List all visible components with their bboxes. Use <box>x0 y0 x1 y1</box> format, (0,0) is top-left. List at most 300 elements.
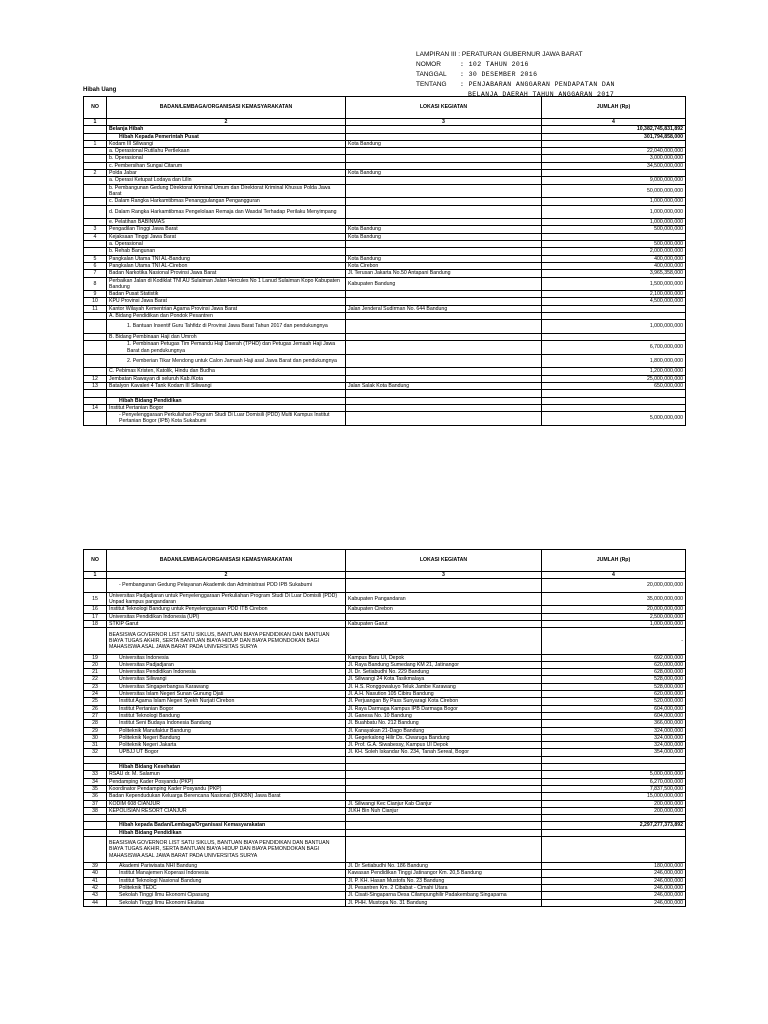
table-row <box>84 404 686 411</box>
row-number: 33 <box>84 771 107 778</box>
row-amount: 5,000,000,000 <box>542 412 686 426</box>
row-amount: 50,000,000,000 <box>542 184 686 198</box>
table-row <box>84 778 686 785</box>
row-number <box>84 313 107 320</box>
row-location: Jalan Salak Kota Bandung <box>346 382 542 389</box>
row-location: Jl.KH Bin Nuh Cianjur <box>346 807 542 814</box>
row-location <box>346 313 542 320</box>
row-amount <box>542 829 686 836</box>
row-number <box>84 148 107 155</box>
row-name: Pendamping Kader Posyandu (PKP) <box>107 778 346 785</box>
row-location <box>346 219 542 226</box>
row-number: 20 <box>84 661 107 668</box>
table-row <box>84 219 686 226</box>
row-amount: 20,000,000,000 <box>542 606 686 613</box>
row-number: 36 <box>84 793 107 800</box>
row-number <box>84 198 107 205</box>
row-amount: 520,000,000 <box>542 698 686 705</box>
row-amount: 10,382,745,831,892 <box>542 126 686 133</box>
table-row <box>84 126 686 133</box>
row-number: 35 <box>84 785 107 792</box>
row-name: Pangkalan Utama TNI AL-Bandung <box>107 255 346 262</box>
table-row <box>84 320 686 334</box>
row-name: Institut Teknologi Bandung <box>107 712 346 719</box>
row-number <box>84 397 107 404</box>
row-location <box>346 341 542 355</box>
column-number-row <box>84 572 686 579</box>
row-location: Jl. Dr Setiabudhi No. 186 Bandung <box>346 863 542 870</box>
row-location <box>346 177 542 184</box>
table-row <box>84 233 686 240</box>
row-amount: 1,000,000,000 <box>542 219 686 226</box>
table-row <box>84 691 686 698</box>
row-name: 1. Pembinaan Petugas Tim Pemandu Haji Daerah (TPHD) dan Petugas Jemaah Haji Jawa Barat dan pendukungnya <box>107 341 346 355</box>
table-row <box>84 870 686 877</box>
row-name: C. Pebimas Kristen, Katolik, Hindu dan Budha <box>107 368 346 375</box>
regulation-header <box>416 50 615 100</box>
row-location: Jl. Pesantren Km. 2 Cibabat - Cimahi Utara <box>346 885 542 892</box>
row-amount <box>542 233 686 240</box>
row-location <box>346 829 542 836</box>
row-amount: 2,000,000,000 <box>542 248 686 255</box>
row-number: 27 <box>84 712 107 719</box>
table-row <box>84 140 686 147</box>
row-name: Universitas Indonesia <box>107 654 346 661</box>
row-name: Kejaksaan Tinggi Jawa Barat <box>107 233 346 240</box>
table-row <box>84 734 686 741</box>
row-location <box>346 778 542 785</box>
row-name: Universitas Siliwangi <box>107 676 346 683</box>
header-tanggal-value: : 30 DESEMBER 2016 <box>460 71 538 78</box>
col-header-no: NO <box>84 550 107 572</box>
table-row <box>84 354 686 368</box>
row-number: 8 <box>84 277 107 291</box>
row-location: Kabupaten Garut <box>346 621 542 628</box>
row-name: Sekolah Tinggi Ilmu Ekonomi Ekuitas <box>107 899 346 906</box>
row-name: Institut Teknologi Nasional Bandung <box>107 877 346 884</box>
row-amount: 35,000,000,000 <box>542 592 686 606</box>
table-header-row <box>84 550 686 572</box>
table-row <box>84 579 686 593</box>
table-row <box>84 785 686 792</box>
row-amount: 354,000,000 <box>542 749 686 756</box>
header-tentang-label: TENTANG <box>416 81 447 88</box>
row-amount: 246,000,000 <box>542 870 686 877</box>
row-location: Jl. A.H. Nasution 105 Cibiru Bandung <box>346 691 542 698</box>
table-row <box>84 155 686 162</box>
row-amount <box>542 756 686 763</box>
row-location: Kota Bandung <box>346 233 542 240</box>
row-number: 30 <box>84 734 107 741</box>
row-amount: 246,000,000 <box>542 899 686 906</box>
row-location: Kampus Baru UI, Depok <box>346 654 542 661</box>
table-row <box>84 341 686 355</box>
row-number <box>84 756 107 763</box>
row-name: 1. Bantuan Insentif Guru Tahfidz di Provinsi Jawa Barat Tahun 2017 dan pendukungnya <box>107 320 346 334</box>
row-name: Kantor Wilayah Kementrian Agama Provinsi Jawa Barat <box>107 305 346 312</box>
column-number-row <box>84 119 686 126</box>
row-number: 9 <box>84 291 107 298</box>
row-location: Jl. Terusan Jakarta No.50 Antapani Bandung <box>346 270 542 277</box>
row-location <box>346 613 542 620</box>
row-name: Badan Narkotika Nasional Provinsi Jawa Barat <box>107 270 346 277</box>
row-name: Universitas Padjadjaran untuk Penyelenggaraan Perkuliahan Program Studi Di Luar Domisili (PDD) Unpad kampus pangandaran <box>107 592 346 606</box>
row-location: Kota Cirebon <box>346 262 542 269</box>
row-number <box>84 822 107 829</box>
table-row <box>84 382 686 389</box>
row-location <box>346 390 542 397</box>
row-location <box>346 241 542 248</box>
row-location: Kota Bandung <box>346 170 542 177</box>
row-location <box>346 354 542 368</box>
header-tentang-value-2: BELANJA DAERAH TAHUN ANGGARAN 2017 <box>468 91 615 98</box>
row-location <box>346 155 542 162</box>
row-amount: 1,200,000,000 <box>542 368 686 375</box>
table-row <box>84 705 686 712</box>
row-location: Jl. Dr. Setiabudhi No. 229 Bandung <box>346 669 542 676</box>
table-row <box>84 771 686 778</box>
table-row <box>84 133 686 140</box>
row-number: 5 <box>84 255 107 262</box>
header-tanggal-label: TANGGAL <box>416 71 447 78</box>
row-name: - Pembangunan Gedung Pelayanan Akademik dan Administrasi PDD IPB Sukabumi <box>107 579 346 593</box>
col-number: 2 <box>107 119 346 126</box>
row-location <box>346 291 542 298</box>
row-amount: 6,700,000,000 <box>542 341 686 355</box>
row-name: Universitas Pendidikan Indonesia (UPI) <box>107 613 346 620</box>
row-amount <box>542 397 686 404</box>
row-number <box>84 341 107 355</box>
spacer-row <box>84 815 686 822</box>
row-name: Universitas Singaperbangsa Karawang <box>107 683 346 690</box>
row-number <box>84 836 107 862</box>
row-amount: 246,000,000 <box>542 885 686 892</box>
row-location: Jl. KH. Soleh Iskandar No. 234, Tanah Sereal, Bogor <box>346 749 542 756</box>
col-number: 3 <box>346 572 542 579</box>
row-number: 24 <box>84 691 107 698</box>
table-row <box>84 397 686 404</box>
row-location <box>346 756 542 763</box>
row-name: Batalyon Kavaleri 4 Tank Kodam III Siliwangi <box>107 382 346 389</box>
table-row <box>84 764 686 771</box>
row-number <box>84 764 107 771</box>
row-name: Institut Pertanian Bogor <box>107 404 346 411</box>
table-row <box>84 676 686 683</box>
row-name: 2. Pemberian Tikar Mendong untuk Calon Jamaah Haji asal Jawa Barat dan pendukungnya <box>107 354 346 368</box>
row-name <box>107 815 346 822</box>
row-number: 21 <box>84 669 107 676</box>
row-amount: 650,000,000 <box>542 382 686 389</box>
row-amount: 620,000,000 <box>542 661 686 668</box>
row-number: 42 <box>84 885 107 892</box>
row-amount: 180,000,000 <box>542 863 686 870</box>
table-row <box>84 863 686 870</box>
row-amount: 15,000,000,000 <box>542 793 686 800</box>
table-row <box>84 177 686 184</box>
row-name: Hibah Bidang Kesehatan <box>107 764 346 771</box>
row-number: 37 <box>84 800 107 807</box>
table-row <box>84 836 686 862</box>
table-row <box>84 742 686 749</box>
table-row <box>84 255 686 262</box>
row-name: Pangkalan Utama TNI AL-Cirebon <box>107 262 346 269</box>
row-number: 13 <box>84 382 107 389</box>
table-row <box>84 262 686 269</box>
row-number <box>84 320 107 334</box>
row-name: c. Dalam Rangka Harkamtibmas Penanggulangan Pengangguran <box>107 198 346 205</box>
row-location: Jl. PHH. Mustopa No. 31 Bandung <box>346 899 542 906</box>
row-name: Pengadilan Tinggi Jawa Barat <box>107 226 346 233</box>
row-number: 2 <box>84 170 107 177</box>
row-number: 1 <box>84 140 107 147</box>
row-number: 23 <box>84 683 107 690</box>
row-location: Jl. Kanayakan 21-Dago Bandung <box>346 727 542 734</box>
row-amount: 500,000,000 <box>542 241 686 248</box>
row-location <box>346 836 542 862</box>
table-row <box>84 606 686 613</box>
table-row <box>84 899 686 906</box>
row-number <box>84 390 107 397</box>
row-number: 7 <box>84 270 107 277</box>
spacer-row <box>84 756 686 763</box>
row-location <box>346 397 542 404</box>
row-location <box>346 404 542 411</box>
row-name: RSAU dr. M. Salamun <box>107 771 346 778</box>
row-number: 4 <box>84 233 107 240</box>
row-location: Kota Bandung <box>346 140 542 147</box>
row-name: Hibah Bidang Pendidikan <box>107 829 346 836</box>
row-location: Jl. Gegerkalong Hilir Ds. Ciwaruga Bandung <box>346 734 542 741</box>
row-amount: 366,000,000 <box>542 720 686 727</box>
row-name: Hibah Kepada Pemerintah Pusat <box>107 133 346 140</box>
row-location: Jl. Siliwangi Kec Cianjur Kab Cianjur <box>346 800 542 807</box>
row-name: Badan Pusat Statistik <box>107 291 346 298</box>
row-number <box>84 184 107 198</box>
row-name: KODIM 608 CIANJUR <box>107 800 346 807</box>
table-row <box>84 727 686 734</box>
row-amount <box>542 815 686 822</box>
col-header-name: BADAN/LEMBAGA/ORGANISASI KEMASYARAKATAN <box>107 550 346 572</box>
row-amount: 5,000,000,000 <box>542 771 686 778</box>
table-row <box>84 661 686 668</box>
row-amount: 246,000,000 <box>542 877 686 884</box>
row-amount <box>542 140 686 147</box>
row-number <box>84 241 107 248</box>
table-row <box>84 313 686 320</box>
row-location <box>346 793 542 800</box>
row-amount: 628,000,000 <box>542 669 686 676</box>
row-number <box>84 126 107 133</box>
row-amount: 1,000,000,000 <box>542 621 686 628</box>
table-row <box>84 807 686 814</box>
table-row <box>84 892 686 899</box>
row-number: 17 <box>84 613 107 620</box>
row-location <box>346 764 542 771</box>
row-name: e. Pelatihan BABINMAS <box>107 219 346 226</box>
table-row <box>84 683 686 690</box>
table-row <box>84 621 686 628</box>
row-number <box>84 368 107 375</box>
col-header-location: LOKASI KEGIATAN <box>346 550 542 572</box>
table-row <box>84 749 686 756</box>
col-number: 2 <box>107 572 346 579</box>
row-name: Politeknik Negeri Bandung <box>107 734 346 741</box>
col-number: 3 <box>346 119 542 126</box>
row-amount: 1,800,000,000 <box>542 354 686 368</box>
table-row <box>84 277 686 291</box>
row-number: 11 <box>84 305 107 312</box>
col-number: 1 <box>84 572 107 579</box>
row-amount: 1,000,000,000 <box>542 205 686 219</box>
table-row <box>84 198 686 205</box>
row-number: 6 <box>84 262 107 269</box>
row-name: a. Operasi Ketupat Lodaya dan Lilin <box>107 177 346 184</box>
table-row <box>84 628 686 654</box>
row-name: B. Bidang Pembinaan Haji dan Umroh <box>107 333 346 340</box>
col-header-no: NO <box>84 97 107 119</box>
header-nomor-label: NOMOR <box>416 61 441 68</box>
row-amount: 620,000,000 <box>542 691 686 698</box>
table-row <box>84 669 686 676</box>
row-location <box>346 320 542 334</box>
row-name: - Penyelenggaraan Perkuliahan Program Studi Di Luar Domisili (PDD) Multi Kampus Institut Pertanian Bogor (IPB) Kota Sukabumi <box>107 412 346 426</box>
table-row <box>84 720 686 727</box>
row-amount: 2,100,000,000 <box>542 291 686 298</box>
row-amount: 692,000,000 <box>542 654 686 661</box>
row-number <box>84 333 107 340</box>
row-amount: 1,000,000,000 <box>542 320 686 334</box>
table-row <box>84 333 686 340</box>
row-name: Perbaikan Jalan di Kodiklat TNI AU Sulaiman Jalan Hercules No 1 Lanud Sulaiman Kopo Kabupaten Bandung <box>107 277 346 291</box>
row-location <box>346 184 542 198</box>
table-row <box>84 162 686 169</box>
row-amount: 25,000,000,000 <box>542 375 686 382</box>
row-name: BEASISWA GOVERNOR LIST SATU SIKLUS, BANTUAN BIAYA PENDIDIKAN DAN BANTUAN BIAYA TUGAS AKHIR, SERTA BANTUAN BIAYA HIDUP DAN BIAYA PEMONDOKAN BAGI MAHASISWA ASAL JAWA BARAT PADA UNIVERSITAS SURYA <box>107 628 346 654</box>
row-location <box>346 248 542 255</box>
row-amount <box>542 390 686 397</box>
table-row <box>84 613 686 620</box>
row-location: Jl. Cisati-Singaparna Desa Cilampunghilir Padakembang Singaparna <box>346 892 542 899</box>
row-name: Politeknik Negeri Jakarta <box>107 742 346 749</box>
table-row <box>84 654 686 661</box>
row-number: 10 <box>84 298 107 305</box>
row-amount: 324,000,000 <box>542 727 686 734</box>
row-amount: 200,000,000 <box>542 800 686 807</box>
row-number <box>84 579 107 593</box>
row-name: Belanja Hibah <box>107 126 346 133</box>
row-amount: 200,000,000 <box>542 807 686 814</box>
row-number <box>84 412 107 426</box>
row-location <box>346 375 542 382</box>
table-row <box>84 592 686 606</box>
row-amount: 3,965,358,000 <box>542 270 686 277</box>
table-row <box>84 412 686 426</box>
row-location <box>346 785 542 792</box>
row-amount: 324,000,000 <box>542 734 686 741</box>
col-number: 4 <box>542 572 686 579</box>
row-location <box>346 822 542 829</box>
row-number: 40 <box>84 870 107 877</box>
row-amount: 301,794,858,000 <box>542 133 686 140</box>
row-location: Jl. Buahbatu No. 212 Bandung <box>346 720 542 727</box>
hibah-table-2 <box>83 549 686 907</box>
row-amount: 1,500,000,000 <box>542 277 686 291</box>
header-tentang-value: : PENJABARAN ANGGARAN PENDAPATAN DAN <box>460 81 615 88</box>
header-line-lampiran: LAMPIRAN III : PERATURAN GUBERNUR JAWA BARAT <box>416 51 583 58</box>
row-location: Kabupaten Bandung <box>346 277 542 291</box>
row-location: Jl. P. KH. Hasan Mustofa No. 23 Bandung <box>346 877 542 884</box>
row-number <box>84 133 107 140</box>
row-number: 25 <box>84 698 107 705</box>
row-amount <box>542 404 686 411</box>
row-location: Kabupaten Pangandaran <box>346 592 542 606</box>
row-location <box>346 148 542 155</box>
col-header-amount: JUMLAH (Rp) <box>542 550 686 572</box>
row-number: 39 <box>84 863 107 870</box>
row-location: Kabupaten Cirebon <box>346 606 542 613</box>
row-amount: 2,500,000,000 <box>542 613 686 620</box>
table-row <box>84 205 686 219</box>
row-name: c. Pembersihan Sungai Citarum <box>107 162 346 169</box>
row-number: 38 <box>84 807 107 814</box>
row-location <box>346 333 542 340</box>
table-row <box>84 793 686 800</box>
hibah-table-1 <box>83 96 686 426</box>
row-location: Jl. Raya Darmaga Kampus IPB Darmaga Bogor <box>346 705 542 712</box>
row-name: A. Bidang Pendidikan dan Pondok Pesantren <box>107 313 346 320</box>
row-name: UPBJJ UT Bogor <box>107 749 346 756</box>
row-name: b. Pembangunan Gedung Direktorat Kriminal Umum dan Direktorat Kriminal Khusus Polda Jawa Barat <box>107 184 346 198</box>
row-amount: 4,500,000,000 <box>542 298 686 305</box>
row-location: Kawasan Pendidikan Tinggi Jatinangor Km. 20,5 Bandung <box>346 870 542 877</box>
row-name: STKIP Garut <box>107 621 346 628</box>
row-number <box>84 177 107 184</box>
row-location <box>346 412 542 426</box>
row-amount: 3,000,000,000 <box>542 155 686 162</box>
row-location: Kota Bandung <box>346 255 542 262</box>
row-location: Jl. Perjuangan By Pass Sunyaragi Kota Cirebon <box>346 698 542 705</box>
col-number: 4 <box>542 119 686 126</box>
row-name: Koordinator Pendamping Kader Posyandu (PKP) <box>107 785 346 792</box>
row-amount <box>542 333 686 340</box>
row-number <box>84 155 107 162</box>
row-number: 34 <box>84 778 107 785</box>
row-number: 28 <box>84 720 107 727</box>
row-number <box>84 628 107 654</box>
row-amount: 528,000,000 <box>542 676 686 683</box>
col-header-name: BADAN/LEMBAGA/ORGANISASI KEMASYARAKATAN <box>107 97 346 119</box>
row-number: 43 <box>84 892 107 899</box>
row-amount: 604,000,000 <box>542 712 686 719</box>
row-name: KPU Provinsi Jawa Barat <box>107 298 346 305</box>
row-amount: 22,040,000,000 <box>542 148 686 155</box>
row-name: Hibah kepada Badan/Lembaga/Organisasi Kemasyarakatan <box>107 822 346 829</box>
row-location <box>346 162 542 169</box>
row-amount: 400,000,000 <box>542 262 686 269</box>
row-name: Institut Seni Budaya Indonesia Bandung <box>107 720 346 727</box>
row-location <box>346 133 542 140</box>
row-number: 19 <box>84 654 107 661</box>
table-row <box>84 698 686 705</box>
table-row <box>84 291 686 298</box>
row-location <box>346 815 542 822</box>
row-amount: 2,297,277,373,892 <box>542 822 686 829</box>
row-number <box>84 162 107 169</box>
row-number: 15 <box>84 592 107 606</box>
row-name: Kodam III Siliwangi <box>107 140 346 147</box>
row-amount <box>542 305 686 312</box>
table-row <box>84 298 686 305</box>
